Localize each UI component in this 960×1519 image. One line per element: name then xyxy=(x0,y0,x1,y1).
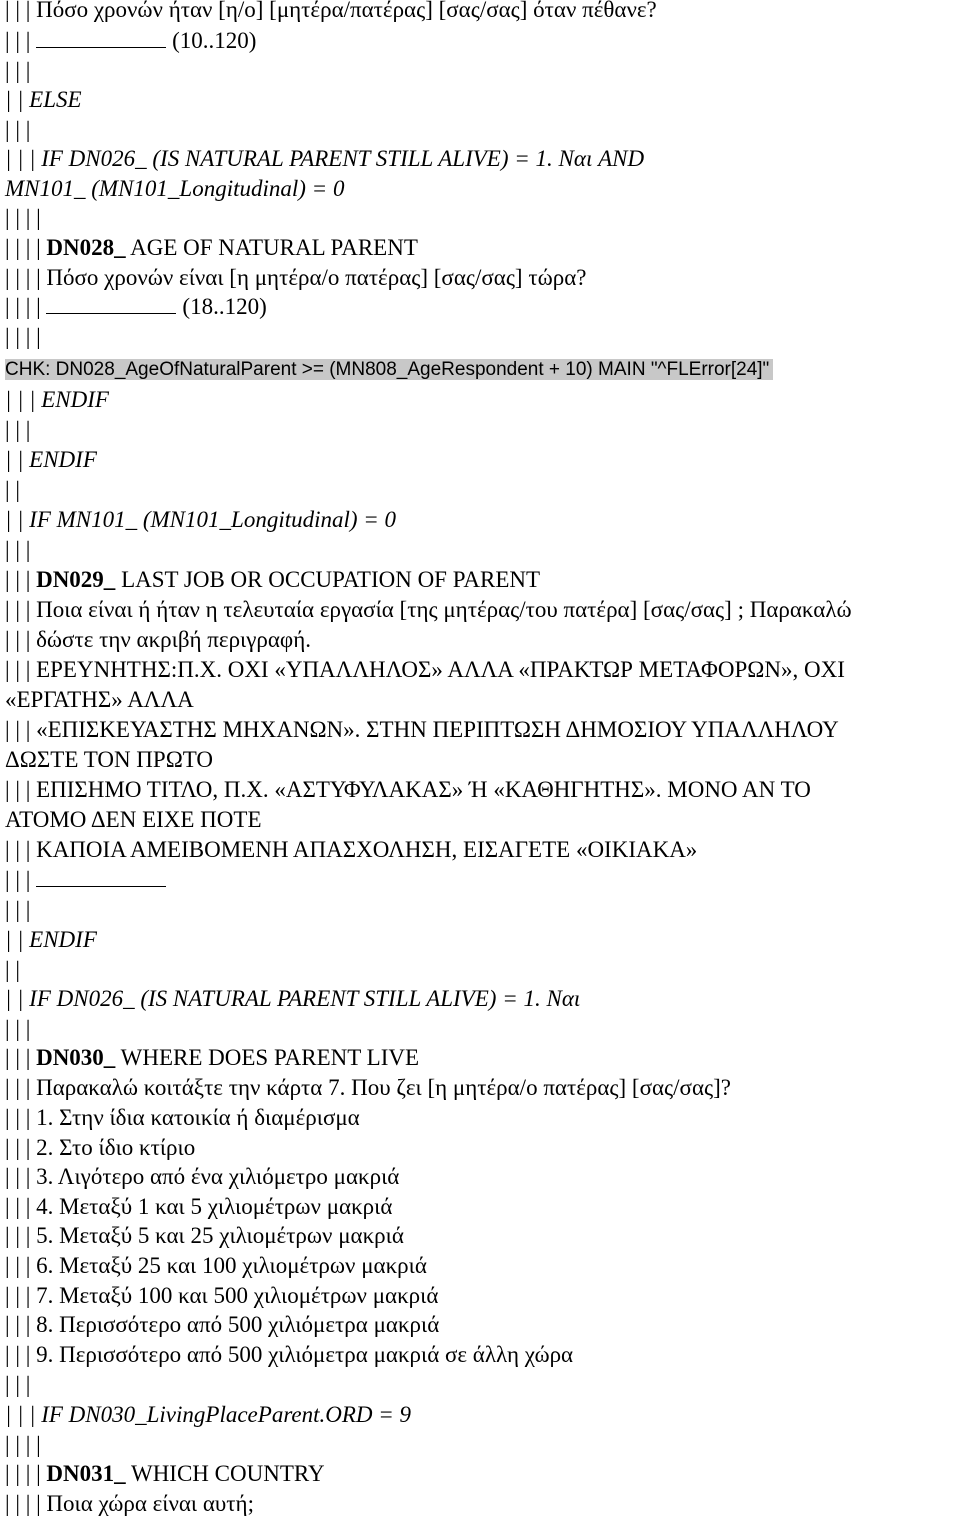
question-header-dn028: | | | | DN028_ AGE OF NATURAL PARENT xyxy=(5,235,418,260)
question-id: DN029_ xyxy=(36,567,116,592)
answer-blank xyxy=(36,27,166,48)
indent-bars: | | | xyxy=(5,58,31,83)
answer-option-label: 7. Μεταξύ 100 και 500 χιλιομέτρων μακριά xyxy=(36,1282,439,1308)
interviewer-instruction: | | | ΕΠΙΣΗΜΟ ΤΙΤΛΟ, Π.Χ. «ΑΣΤΥΦΥΛΑΚΑΣ» Ή «ΚΑΘΗΓΗΤΗΣ». ΜΟΝΟ ΑΝ ΤΟ xyxy=(5,777,811,802)
if-condition-alive: | | | IF DN026_ (IS NATURAL PARENT STILL ALIVE) = 1. Ναι AND xyxy=(5,146,645,171)
answer-option: | | | 1. Στην ίδια κατοικία ή διαμέρισμα xyxy=(5,1105,360,1130)
answer-option: | | | 8. Περισσότερο από 500 χιλιόμετρα μακριά xyxy=(5,1312,440,1338)
answer-option: | | | 4. Μεταξύ 1 και 5 χιλιομέτρων μακριά xyxy=(5,1193,393,1219)
endif-keyword: | | | ENDIF xyxy=(5,387,109,412)
answer-blank xyxy=(36,866,166,887)
answer-option: | | | 2. Στο ίδιο κτίριο xyxy=(5,1134,196,1160)
question-header-dn030: | | | DN030_ WHERE DOES PARENT LIVE xyxy=(5,1045,420,1070)
indent-bars: | | | | xyxy=(5,205,41,230)
answer-option: | | | 3. Λιγότερο από ένα χιλιόμετρο μακριά xyxy=(5,1164,400,1190)
answer-option: | | | 7. Μεταξύ 100 και 500 χιλιομέτρων μακριά xyxy=(5,1282,439,1308)
answer-range-dn028: | | | | (18..120) xyxy=(5,294,267,319)
indent-bars: | | | xyxy=(5,897,31,922)
answer-option-label: 8. Περισσότερο από 500 χιλιόμετρα μακριά xyxy=(36,1312,440,1338)
answer-option: | | | 5. Μεταξύ 5 και 25 χιλιομέτρων μακριά xyxy=(5,1223,404,1249)
interviewer-instruction: | | | ΚΑΠΟΙΑ ΑΜΕΙΒΟΜΕΝΗ ΑΠΑΣΧΟΛΗΣΗ, ΕΙΣΑΓΕΤΕ «ΟΙΚΙΑΚΑ» xyxy=(5,837,698,862)
question-text-age-at-death: | | | Πόσο χρονών ήταν [η/ο] [μητέρα/πατέρας] [σας/σας] όταν πέθανε? xyxy=(5,0,657,22)
indent-bars: | | | xyxy=(5,117,31,142)
answer-option-label: 4. Μεταξύ 1 και 5 χιλιομέτρων μακριά xyxy=(36,1193,393,1219)
indent-bars: | | xyxy=(5,957,20,982)
question-id: DN031_ xyxy=(46,1461,126,1486)
indent-bars: | | | | xyxy=(5,1432,41,1457)
indent-bars: | | | | xyxy=(5,324,41,349)
indent-bars: | | | xyxy=(5,537,31,562)
question-id: DN030_ xyxy=(36,1045,116,1070)
question-id: DN028_ xyxy=(46,235,126,260)
interviewer-instruction-cont: ΔΩΣΤΕ ΤΟΝ ΠΡΩΤΟ xyxy=(5,747,214,772)
answer-option-label: 9. Περισσότερο από 500 χιλιόμετρα μακριά σε άλλη χώρα xyxy=(36,1341,574,1367)
question-text-dn029-cont: | | | δώστε την ακριβή περιγραφή. xyxy=(5,627,311,652)
answer-range-age-at-death: | | | (10..120) xyxy=(5,28,257,53)
interviewer-instruction-cont: ΑΤΟΜΟ ΔΕΝ ΕΙΧΕ ΠΟΤΕ xyxy=(5,807,262,832)
indent-bars: | | | xyxy=(5,1372,31,1397)
if-condition-longitudinal: | | IF MN101_ (MN101_Longitudinal) = 0 xyxy=(5,507,397,532)
indent-bars: | | | xyxy=(5,1016,31,1041)
check-statement: CHK: DN028_AgeOfNaturalParent >= (MN808_AgeRespondent + 10) MAIN "^FLError[24]" xyxy=(5,356,773,384)
question-text-dn031: | | | | Ποια χώρα είναι αυτή; xyxy=(5,1491,254,1516)
answer-option-label: 3. Λιγότερο από ένα χιλιόμετρο μακριά xyxy=(36,1164,400,1190)
endif-keyword: | | ENDIF xyxy=(5,447,97,472)
if-condition-country: | | | IF DN030_LivingPlaceParent.ORD = 9 xyxy=(5,1402,412,1427)
question-text-dn029: | | | Ποια είναι ή ήταν η τελευταία εργασία [της μητέρας/του πατέρα] [σας/σας] ; Παρακαλώ xyxy=(5,597,852,622)
interviewer-instruction-cont: «ΕΡΓΑΤΗΣ» ΑΛΛΑ xyxy=(5,687,194,712)
if-condition-alive-cont: MN101_ (MN101_Longitudinal) = 0 xyxy=(5,176,345,201)
answer-option-label: 6. Μεταξύ 25 και 100 χιλιομέτρων μακριά xyxy=(36,1253,427,1278)
question-header-dn031: | | | | DN031_ WHICH COUNTRY xyxy=(5,1461,325,1486)
question-text-dn028: | | | | Πόσο χρονών είναι [η μητέρα/ο πατέρας] [σας/σας] τώρα? xyxy=(5,265,587,290)
else-keyword: | | ELSE xyxy=(5,87,82,112)
answer-option: | | | 9. Περισσότερο από 500 χιλιόμετρα μακριά σε άλλη χώρα xyxy=(5,1341,574,1367)
answer-option-label: 2. Στο ίδιο κτίριο xyxy=(36,1134,196,1160)
interviewer-instruction: | | | ΕΡΕΥΝΗΤΗΣ:Π.Χ. ΟΧΙ «ΥΠΑΛΛΗΛΟΣ» ΑΛΛΑ «ΠΡΑΚΤΩΡ ΜΕΤΑΦΟΡΩΝ», ΟΧΙ xyxy=(5,657,845,682)
answer-option-label: 5. Μεταξύ 5 και 25 χιλιομέτρων μακριά xyxy=(36,1223,404,1249)
question-text-dn030: | | | Παρακαλώ κοιτάξτε την κάρτα 7. Που ζει [η μητέρα/ο πατέρας] [σας/σας]? xyxy=(5,1075,731,1100)
indent-bars: | | | xyxy=(5,417,31,442)
indent-bars: | | xyxy=(5,477,20,502)
answer-option-label: 1. Στην ίδια κατοικία ή διαμέρισμα xyxy=(36,1105,360,1130)
if-condition-alive-2: | | IF DN026_ (IS NATURAL PARENT STILL ALIVE) = 1. Ναι xyxy=(5,986,581,1011)
interviewer-instruction: | | | «ΕΠΙΣΚΕΥΑΣΤΗΣ ΜΗΧΑΝΩΝ». ΣΤΗΝ ΠΕΡΙΠΤΩΣΗ ΔΗΜΟΣΙΟΥ ΥΠΑΛΛΗΛΟΥ xyxy=(5,717,839,742)
answer-blank xyxy=(46,293,176,314)
answer-option: | | | 6. Μεταξύ 25 και 100 χιλιομέτρων μακριά xyxy=(5,1253,427,1278)
answer-line-dn029: | | | xyxy=(5,866,172,894)
endif-keyword: | | ENDIF xyxy=(5,927,97,952)
question-header-dn029: | | | DN029_ LAST JOB OR OCCUPATION OF PARENT xyxy=(5,567,541,592)
